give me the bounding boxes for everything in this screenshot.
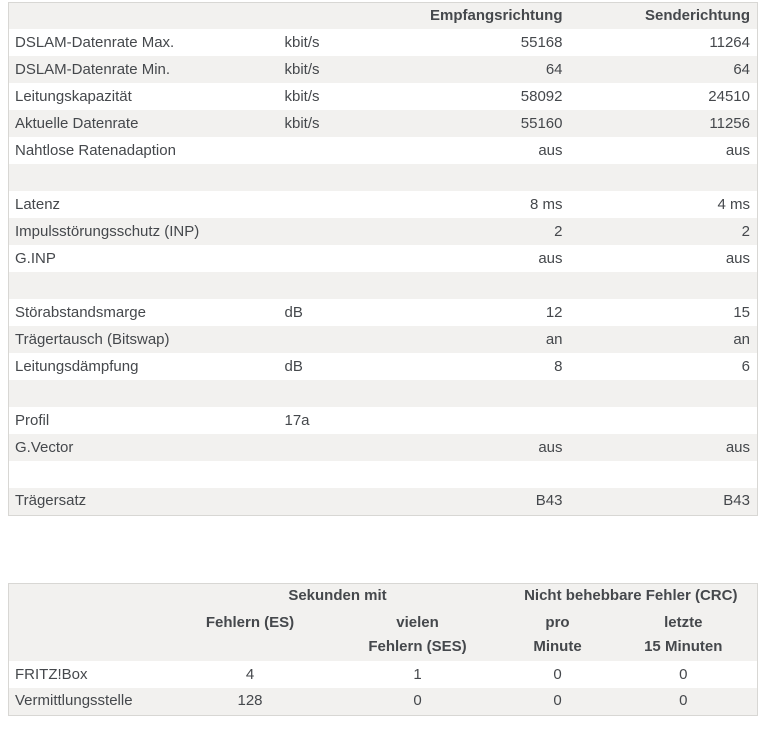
value-downstream: 58092: [394, 83, 570, 110]
value-downstream: 64: [394, 56, 570, 83]
header-line: 15 Minuten: [644, 638, 723, 655]
value-upstream: 4 ms: [570, 191, 758, 218]
spacer-row: [9, 164, 758, 191]
value-downstream: aus: [394, 245, 570, 272]
header-downstream: Empfangsrichtung: [394, 3, 570, 30]
table-row: [9, 191, 758, 218]
header-crc-per-minute: [506, 609, 611, 661]
value-upstream: 15: [570, 299, 758, 326]
value-downstream: aus: [394, 434, 570, 461]
value-ses: 0: [331, 688, 506, 715]
value-upstream: 64: [570, 56, 758, 83]
param-name: Latenz: [9, 191, 279, 218]
param-unit: kbit/s: [279, 83, 394, 110]
value-downstream: 55168: [394, 29, 570, 56]
header-line: Fehlern (SES): [368, 638, 467, 655]
table-row: [9, 488, 758, 515]
param-name: Störabstandsmarge: [9, 299, 279, 326]
spacer-row: [9, 272, 758, 299]
param-unit: 17a: [279, 407, 394, 434]
header-line: Minute: [533, 638, 582, 655]
value-ses: 1: [331, 661, 506, 688]
device-name: FRITZ!Box: [9, 661, 171, 688]
value-downstream: [394, 407, 570, 434]
spacer-row: [9, 461, 758, 488]
value-downstream: 55160: [394, 110, 570, 137]
table-row: [9, 326, 758, 353]
value-es: 4: [171, 661, 331, 688]
param-unit: [279, 434, 394, 461]
value-upstream: 24510: [570, 83, 758, 110]
value-upstream: aus: [570, 434, 758, 461]
table-row: [9, 407, 758, 434]
param-name: Trägersatz: [9, 488, 279, 515]
table-row: [9, 299, 758, 326]
spacer-row: [9, 380, 758, 407]
header-errored-seconds: [171, 609, 331, 661]
value-downstream: 2: [394, 218, 570, 245]
param-unit: [279, 218, 394, 245]
table-row: [9, 434, 758, 461]
header-spacer: [9, 609, 171, 661]
header-spacer: [9, 3, 279, 30]
table-row: [9, 245, 758, 272]
value-downstream: 8: [394, 353, 570, 380]
param-name: DSLAM-Datenrate Max.: [9, 29, 279, 56]
dsl-header-row: [9, 3, 758, 30]
param-name: Nahtlose Ratenadaption: [9, 137, 279, 164]
header-line: vielen: [396, 614, 439, 631]
header-line: Fehlern (ES): [205, 614, 295, 631]
param-unit: dB: [279, 353, 394, 380]
value-upstream: 11256: [570, 110, 758, 137]
table-row: [9, 353, 758, 380]
value-crc-per-minute: 0: [506, 688, 611, 715]
header-line: letzte: [664, 614, 703, 631]
value-downstream: 12: [394, 299, 570, 326]
param-unit: [279, 488, 394, 515]
header-crc-last-15-min: [611, 609, 758, 661]
error-group-header-row: [9, 583, 758, 609]
value-upstream: aus: [570, 245, 758, 272]
value-crc-per-minute: 0: [506, 661, 611, 688]
param-name: G.INP: [9, 245, 279, 272]
param-unit: [279, 137, 394, 164]
error-subheader-row: [9, 609, 758, 661]
header-line: pro: [545, 614, 570, 631]
value-crc-last-15-min: 0: [611, 661, 758, 688]
param-name: Profil: [9, 407, 279, 434]
param-unit: [279, 326, 394, 353]
param-name: Trägertausch (Bitswap): [9, 326, 279, 353]
table-row: [9, 688, 758, 715]
table-row: [9, 110, 758, 137]
param-unit: kbit/s: [279, 56, 394, 83]
device-name: Vermittlungsstelle: [9, 688, 171, 715]
value-downstream: B43: [394, 488, 570, 515]
value-downstream: 8 ms: [394, 191, 570, 218]
param-unit: [279, 245, 394, 272]
value-downstream: aus: [394, 137, 570, 164]
param-unit: dB: [279, 299, 394, 326]
value-es: 128: [171, 688, 331, 715]
table-row: [9, 29, 758, 56]
table-row: [9, 56, 758, 83]
param-unit: kbit/s: [279, 110, 394, 137]
param-name: Leitungsdämpfung: [9, 353, 279, 380]
value-upstream: B43: [570, 488, 758, 515]
header-spacer: [279, 3, 394, 30]
header-severely-errored-seconds: [331, 609, 506, 661]
header-spacer: [9, 583, 171, 609]
table-row: [9, 137, 758, 164]
param-unit: [279, 191, 394, 218]
param-name: DSLAM-Datenrate Min.: [9, 56, 279, 83]
value-upstream: 6: [570, 353, 758, 380]
dsl-stats-table: [8, 2, 758, 516]
param-name: G.Vector: [9, 434, 279, 461]
value-upstream: aus: [570, 137, 758, 164]
header-group-error-seconds: Sekunden mit: [171, 583, 506, 609]
error-counter-table: [8, 583, 758, 716]
value-upstream: [570, 407, 758, 434]
header-group-crc-errors: Nicht behebbare Fehler (CRC): [506, 583, 758, 609]
param-unit: kbit/s: [279, 29, 394, 56]
param-name: Leitungskapazität: [9, 83, 279, 110]
param-name: Aktuelle Datenrate: [9, 110, 279, 137]
table-row: [9, 83, 758, 110]
value-upstream: an: [570, 326, 758, 353]
header-upstream: Senderichtung: [570, 3, 758, 30]
value-crc-last-15-min: 0: [611, 688, 758, 715]
param-name: Impulsstörungsschutz (INP): [9, 218, 279, 245]
value-downstream: an: [394, 326, 570, 353]
table-row: [9, 661, 758, 688]
value-upstream: 2: [570, 218, 758, 245]
value-upstream: 11264: [570, 29, 758, 56]
table-row: [9, 218, 758, 245]
